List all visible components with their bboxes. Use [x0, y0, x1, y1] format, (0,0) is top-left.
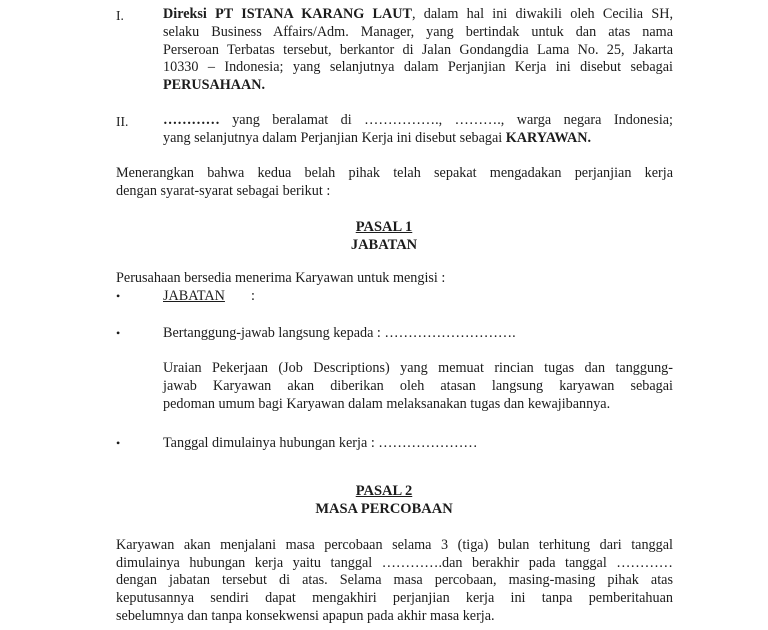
party2-number: II.: [116, 114, 129, 129]
pasal1-item-start-date: Tanggal dimulainya hubungan kerja : …………………: [163, 435, 478, 451]
pasal2-line5: sebelumnya dan tanpa konsekwensi apapun pada akhir masa kerja.: [116, 608, 495, 624]
pasal1-desc-line3: pedoman umum bagi Karyawan dalam melaksanakan tugas dan kewajibannya.: [163, 396, 611, 412]
party1-line4: 10330 – Indonesia; yang selanjutnya dalam Perjanjian Kerja ini disebut sebagai: [163, 59, 673, 75]
bullet-icon: •: [116, 326, 121, 340]
pasal1-title: [0, 219, 768, 236]
pasal1-subtitle: JABATAN: [350, 237, 418, 253]
party1-line2: selaku Business Affairs/Adm. Manager, yang bertindak untuk dan atas nama: [163, 24, 673, 40]
party2-line1-rest: yang beralamat di ……………., ………., warga negara Indonesia;: [219, 112, 673, 128]
pasal2-line4: keputusannya sendiri dapat mengakhiri perjanjian kerja ini tanpa pemberitahuan: [116, 590, 673, 606]
pasal2-title: [0, 483, 768, 500]
pasal1-title-text: PASAL 1: [355, 219, 413, 235]
intro-line2: dengan syarat-syarat sebagai berikut :: [116, 183, 331, 199]
party1-line3: Perseroan Terbatas tersebut, berkantor di Jalan Gondangdia Lama No. 25, Jakarta: [163, 42, 673, 58]
party2-name: …………: [163, 112, 220, 128]
jabatan-label: JABATAN: [163, 288, 225, 304]
pasal2-subtitle: MASA PERCOBAAN: [315, 501, 453, 517]
party2-line1: [163, 112, 673, 129]
bullet-icon: •: [116, 289, 121, 303]
pasal1-desc-line1: Uraian Pekerjaan (Job Descriptions) yang memuat rincian tugas dan tanggung-: [163, 360, 673, 376]
pasal2-line2: dimulainya hubungan kerja yaitu tanggal ………….dan berakhir pada tanggal …………: [116, 555, 673, 571]
party1-name: Direksi PT ISTANA KARANG LAUT: [163, 6, 412, 22]
party1-role-label: PERUSAHAAN.: [163, 77, 266, 93]
party1-number: I.: [116, 8, 124, 23]
party2-line2-text: yang selanjutnya dalam Perjanjian Kerja ini disebut sebagai: [163, 130, 506, 146]
party2-role-label: KARYAWAN.: [505, 130, 592, 146]
pasal2-line1: Karyawan akan menjalani masa percobaan selama 3 (tiga) bulan terhitung dari tanggal: [116, 537, 673, 553]
pasal1-lead: Perusahaan bersedia menerima Karyawan untuk mengisi :: [116, 270, 446, 286]
party1-role: [163, 77, 265, 94]
jabatan-separator: :: [250, 288, 255, 304]
pasal2-line3: dengan jabatan tersebut di atas. Selama masa percobaan, masing-masing pihak atas: [116, 572, 673, 588]
pasal1-desc-line2: jawab Karyawan akan diberikan oleh atasan langsung karyawan sebagai: [163, 378, 673, 394]
party1-line1-rest: , dalam hal ini diwakili oleh Cecilia SH,: [411, 6, 674, 22]
party1-line1: [163, 6, 673, 23]
pasal1-item-jabatan: [163, 288, 255, 305]
intro-line1: Menerangkan bahwa kedua belah pihak telah sepakat mengadakan perjanjian kerja: [116, 165, 673, 181]
bullet-icon: •: [116, 436, 121, 450]
pasal2-title-text: PASAL 2: [355, 483, 413, 499]
pasal1-item-supervisor: Bertanggung-jawab langsung kepada : ……………………….: [163, 325, 516, 341]
party2-line2: [163, 130, 591, 147]
